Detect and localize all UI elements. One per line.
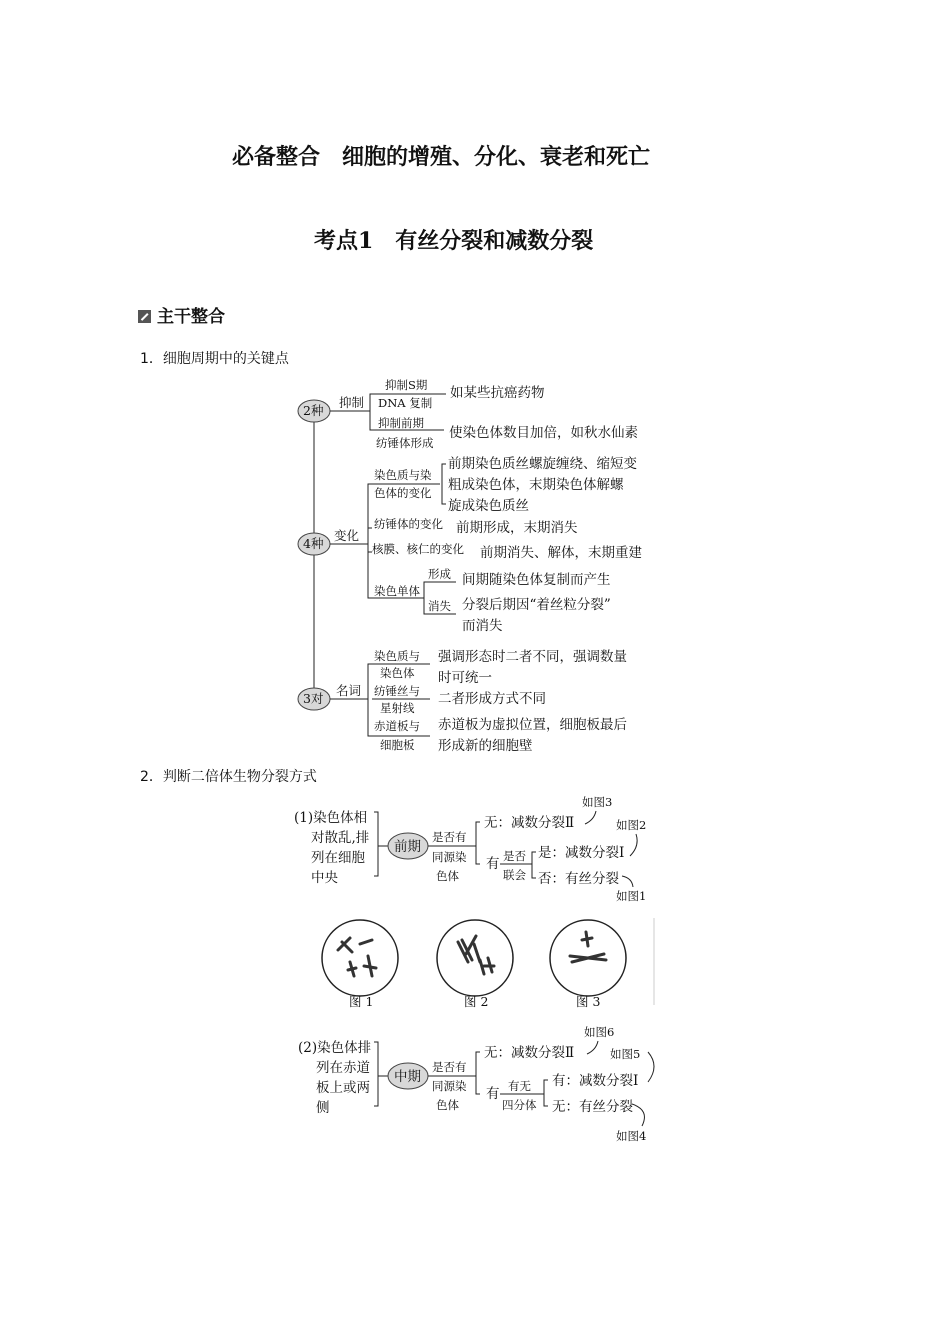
result-pair3-line2: 形成新的细胞壁: [438, 738, 533, 754]
ref-fig2: 如图2: [616, 818, 647, 832]
node-metaphase-label: 中期: [394, 1069, 421, 1085]
label-formation: 形成: [428, 567, 451, 581]
label-chromatin-change-a: 染色质与染: [374, 468, 432, 482]
ref-fig3: 如图3: [582, 795, 613, 809]
result-spindle-change: 前期形成，末期消失: [456, 520, 578, 536]
result-anticancer: 如某些抗癌药物: [450, 385, 545, 401]
part2-heading: 2．判断二倍体生物分裂方式: [140, 769, 317, 785]
section-heading-text: 主干整合: [157, 307, 225, 327]
result-c4-line2: 分裂后期因“着丝粒分裂”: [462, 597, 611, 613]
result-c1-line3: 旋成染色质丝: [448, 498, 529, 514]
a-cond-line4: 中央: [311, 870, 338, 886]
caption-fig1: 图 1: [349, 994, 374, 1009]
a-question-2: 同源染: [432, 850, 467, 864]
node-3-label: 3对: [303, 691, 324, 706]
node-prophase-label: 前期: [394, 839, 421, 855]
fig3-chromosomes: [570, 932, 606, 962]
b-cond-line1: (2)染色体排: [298, 1040, 372, 1056]
ref-fig1: 如图1: [616, 889, 647, 903]
b-cond-line2: 列在赤道: [316, 1060, 370, 1076]
a-cond-line1: (1)染色体相: [294, 810, 368, 826]
label-s-phase: 抑制S期: [385, 378, 428, 392]
caption-fig2: 图 2: [464, 994, 489, 1009]
b-cond-line4: 侧: [316, 1100, 330, 1116]
b-question-1: 是否有: [432, 1060, 467, 1074]
node-2-label: 2种: [303, 403, 324, 418]
page-subtitle: 考点1 有丝分裂和减数分裂: [314, 228, 594, 254]
label-pair2-a: 纺锤丝与: [374, 684, 420, 698]
b-tetrad-1: 有无: [508, 1079, 531, 1093]
a-result-mitosis: 否：有丝分裂: [538, 871, 619, 887]
a-synapsis-1: 是否: [503, 849, 526, 863]
result-colchicine: 使染色体数目加倍，如秋水仙素: [449, 425, 638, 441]
label-spindle-change: 纺锤体的变化: [374, 517, 443, 531]
result-pair1-line1: 强调形态时二者不同，强调数量: [438, 649, 627, 665]
caption-fig3: 图 3: [576, 994, 601, 1009]
ref-fig5: 如图5: [610, 1047, 641, 1061]
b-result-meiosis2: 无：减数分裂Ⅱ: [484, 1045, 575, 1061]
result-pair2: 二者形成方式不同: [438, 691, 546, 707]
a-question-3: 色体: [436, 869, 459, 883]
result-nucleus-change: 前期消失、解体，末期重建: [480, 545, 642, 561]
label-nucleus-change: 核膜、核仁的变化: [372, 542, 464, 556]
label-pair2-b: 星射线: [380, 701, 415, 715]
a-result-meiosis1: 是：减数分裂Ⅰ: [538, 845, 625, 861]
label-yizhi: 抑制: [339, 395, 365, 410]
result-c1-line1: 前期染色质丝螺旋缠绕、缩短变: [448, 456, 637, 472]
label-chromatid: 染色单体: [374, 584, 420, 598]
b-cond-line3: 板上或两: [316, 1080, 370, 1096]
result-pair3-line1: 赤道板为虚拟位置，细胞板最后: [438, 717, 627, 733]
result-pair1-line2: 时可统一: [438, 670, 492, 686]
label-pair3-b: 细胞板: [380, 738, 415, 752]
fig2-chromosomes: [458, 936, 494, 974]
result-c1-line2: 粗成染色体，末期染色体解螺: [448, 477, 624, 493]
label-prophase: 抑制前期: [378, 416, 424, 430]
label-pair3-a: 赤道板与: [374, 719, 420, 733]
ref-fig6: 如图6: [584, 1025, 615, 1039]
a-cond-line3: 列在细胞: [311, 850, 365, 866]
part1-heading: 1．细胞周期中的关键点: [140, 351, 289, 367]
result-c4-line3: 而消失: [462, 618, 503, 634]
a-question-1: 是否有: [432, 830, 467, 844]
result-c4-line1: 间期随染色体复制而产生: [462, 572, 611, 588]
cell-figure-2: [437, 920, 513, 996]
b-result-mitosis: 无：有丝分裂: [552, 1099, 633, 1115]
a-label-you: 有: [486, 856, 500, 872]
label-mingci: 名词: [336, 683, 362, 698]
label-chromatin-change-b: 色体的变化: [374, 486, 432, 500]
b-tetrad-2: 四分体: [502, 1098, 537, 1112]
a-result-meiosis2: 无：减数分裂Ⅱ: [484, 815, 575, 831]
ref-fig4: 如图4: [616, 1129, 647, 1143]
b-question-2: 同源染: [432, 1079, 467, 1093]
label-spindle: 纺锤体形成: [376, 436, 434, 450]
b-label-you: 有: [486, 1086, 500, 1102]
page-title: 必备整合 细胞的增殖、分化、衰老和死亡: [232, 145, 651, 170]
a-synapsis-2: 联会: [503, 868, 526, 882]
b-result-meiosis1: 有：减数分裂Ⅰ: [552, 1073, 639, 1089]
fig1-chromosomes: [338, 938, 376, 976]
label-pair1-b: 染色体: [380, 666, 415, 680]
label-disappear: 消失: [428, 599, 451, 613]
a-cond-line2: 对散乱,排: [311, 830, 370, 846]
cell-figure-1: [322, 920, 398, 996]
label-pair1-a: 染色质与: [374, 649, 420, 663]
b-question-3: 色体: [436, 1098, 459, 1112]
node-4-label: 4种: [303, 536, 324, 551]
label-dna-replication: DNA 复制: [378, 396, 433, 410]
label-bianhua: 变化: [334, 528, 360, 543]
